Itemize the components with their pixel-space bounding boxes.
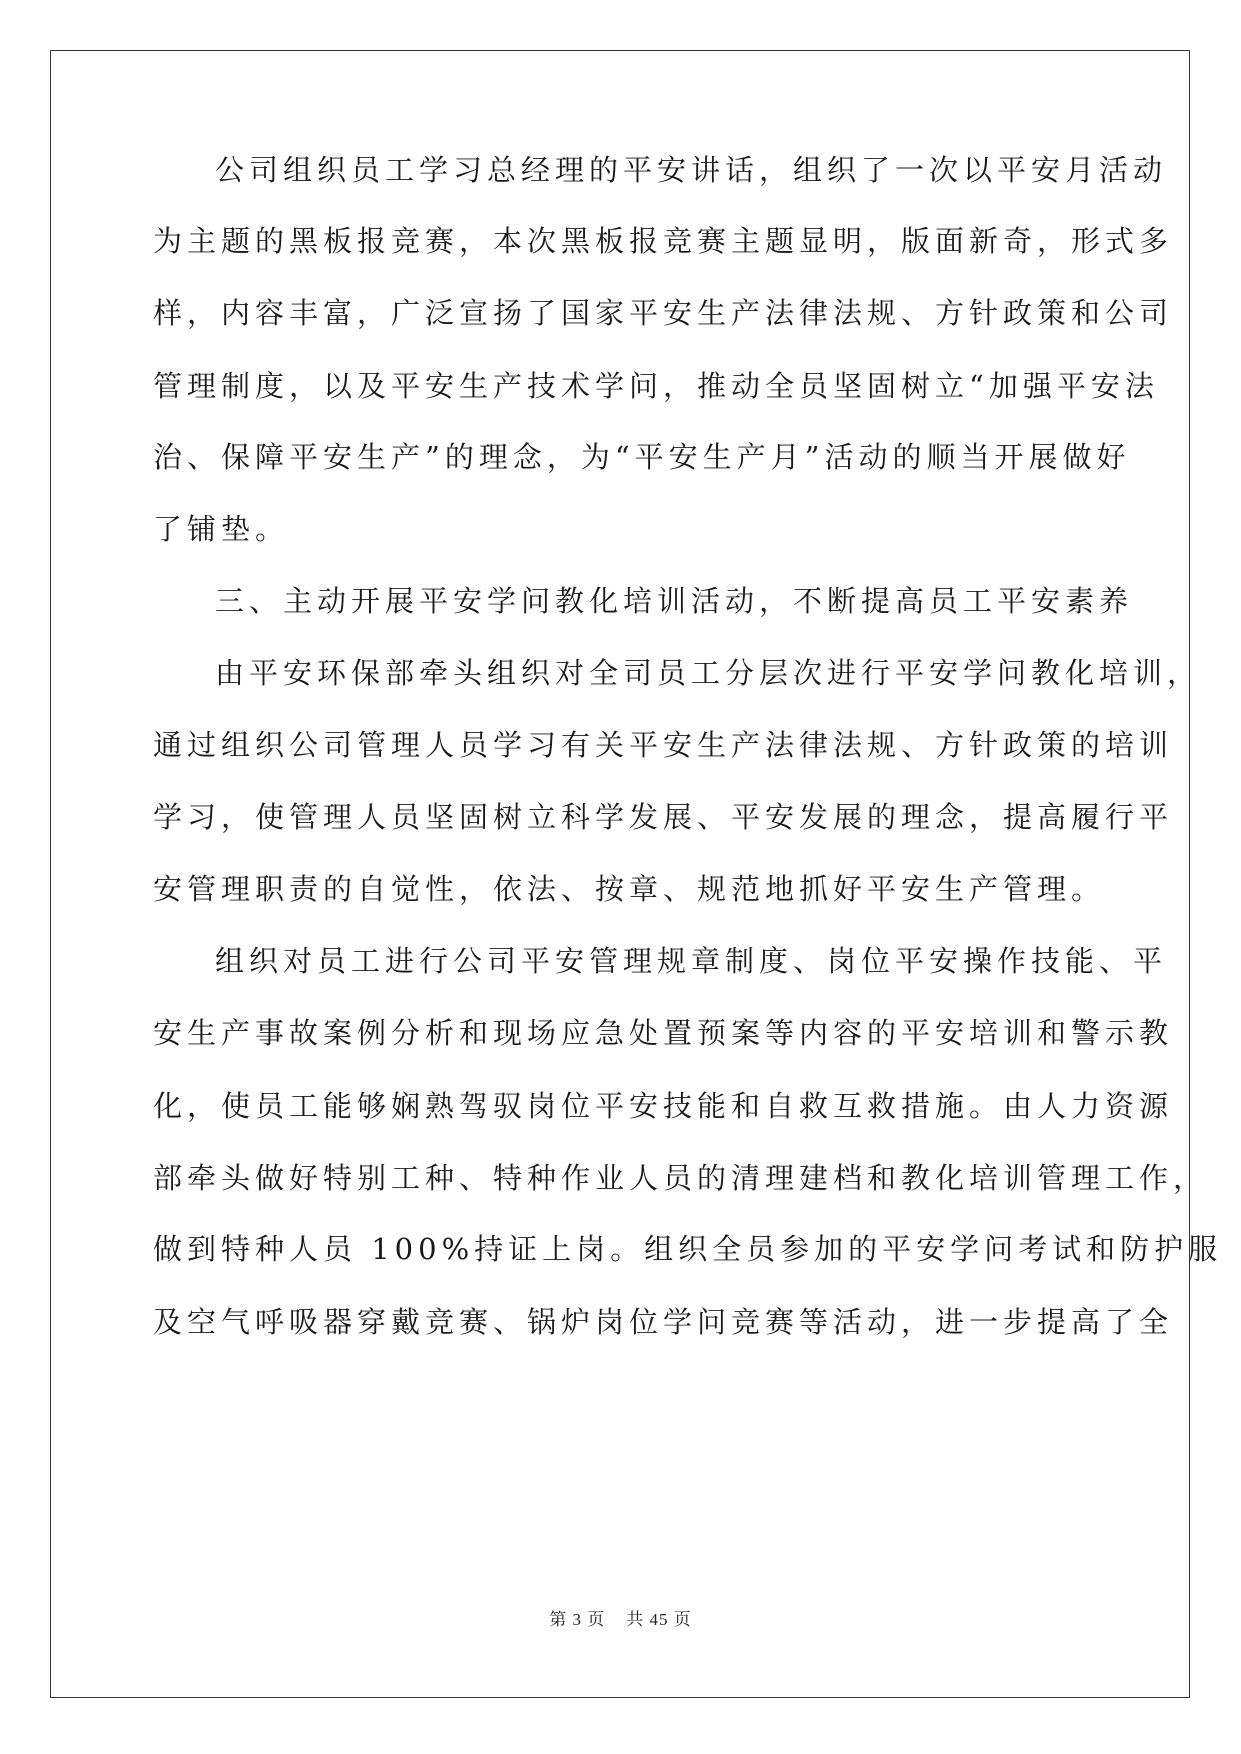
paragraph-line: 由平安环保部牵头组织对全司员工分层次进行平安学问教化培训， bbox=[215, 656, 1202, 690]
section-heading: 三、主动开展平安学问教化培训活动，不断提高员工平安素养 bbox=[215, 584, 1134, 618]
paragraph-line: 通过组织公司管理人员学习有关平安生产法律法规、方针政策的培训 bbox=[153, 728, 1174, 762]
paragraph-line: 学习，使管理人员坚固树立科学发展、平安发展的理念，提高履行平 bbox=[153, 800, 1174, 834]
paragraph-line: 为主题的黑板报竞赛，本次黑板报竞赛主题显明，版面新奇，形式多 bbox=[153, 224, 1174, 258]
page-number: 第 3 页 bbox=[549, 1610, 606, 1629]
paragraph-line: 安生产事故案例分析和现场应急处置预案等内容的平安培训和警示教 bbox=[153, 1016, 1174, 1050]
paragraph-line: 治、保障平安生产”的理念，为“平安生产月”活动的顺当开展做好 bbox=[153, 440, 1131, 474]
page-footer bbox=[0, 1605, 1241, 1630]
page-total: 共 45 页 bbox=[626, 1610, 692, 1629]
paragraph-line: 了铺垫。 bbox=[153, 512, 290, 546]
paragraph-line: 安管理职责的自觉性，依法、按章、规范地抓好平安生产管理。 bbox=[153, 872, 1106, 906]
paragraph-line: 样，内容丰富，广泛宣扬了国家平安生产法律法规、方针政策和公司 bbox=[153, 296, 1174, 330]
paragraph-line: 管理制度，以及平安生产技术学问，推动全员坚固树立“加强平安法 bbox=[153, 369, 1159, 403]
paragraph-line: 化，使员工能够娴熟驾驭岗位平安技能和自救互救措施。由人力资源 bbox=[153, 1089, 1174, 1123]
paragraph-line: 及空气呼吸器穿戴竞赛、锅炉岗位学问竞赛等活动，进一步提高了全 bbox=[153, 1305, 1174, 1339]
paragraph-line: 公司组织员工学习总经理的平安讲话，组织了一次以平安月活动 bbox=[215, 153, 1168, 187]
paragraph-line: 做到特种人员 100%持证上岗。组织全员参加的平安学问考试和防护服 bbox=[153, 1232, 1223, 1266]
paragraph-line: 部牵头做好特别工种、特种作业人员的清理建档和教化培训管理工作， bbox=[153, 1161, 1208, 1195]
paragraph-line: 组织对员工进行公司平安管理规章制度、岗位平安操作技能、平 bbox=[215, 944, 1168, 978]
